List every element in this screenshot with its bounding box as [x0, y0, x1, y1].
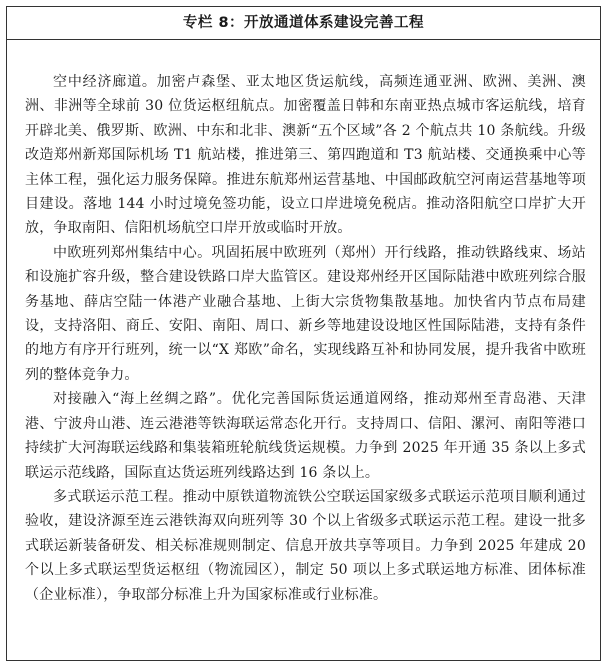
column-body [7, 40, 600, 607]
column-title: 专栏 8：开放通道体系建设完善工程 [7, 7, 600, 40]
paragraph-air-corridor: 空中经济廊道。加密卢森堡、亚太地区货运航线，高频连通亚洲、欧洲、美洲、澳洲、非洲等全球前 30 位货运枢纽航点。加密覆盖日韩和东南亚热点城市客运航线，培育开辟北美、俄罗斯、欧洲、中东和北非、澳新“五个区域”各 2 个航点共 10 条航线。升级改造郑州新郑国际机场 T1 航站楼，推进第三、第四跑道和 T3 航站楼、交通换乘中心等主体工程，强化运力服务保障。推进东航郑州运营基地、中国邮政航空河南运营基地等项目建设。落地 144 小时过境免签功能，设立口岸进境免税店。推动洛阳航空口岸扩大开放，争取南阳、信阳机场航空口岸开放或临时开放。 [25, 74, 586, 237]
paragraph-maritime-silk-road: 对接融入“海上丝绸之路”。优化完善国际货运通道网络，推动郑州至青岛港、天津港、宁波舟山港、连云港港等铁海联运常态化开行。支持周口、信阳、漯河、南阳等港口持续扩大河海联运线路和集装箱班轮航线货运规模。力争到 2025 年开通 35 条以上多式联运示范线路，国际直达货运班列线路达到 16 条以上。 [25, 391, 586, 481]
column-box [6, 6, 601, 661]
paragraph-china-europe-railway: 中欧班列郑州集结中心。巩固拓展中欧班列（郑州）开行线路，推动铁路线束、场站和设施扩容升级，整合建设铁路口岸大监管区。建设郑州经开区国际陆港中欧班列综合服务基地、薛店空陆一体港产业融合基地、上街大宗货物集散基地。加快省内节点布局建设，支持洛阳、商丘、安阳、南阳、周口、新乡等地建设设地区性国际陆港，支持有条件的地方有序开行班列，统一以“X 郑欧”命名，实现线路互补和协同发展，提升我省中欧班列的整体竞争力。 [25, 244, 586, 383]
paragraph-multimodal-transport: 多式联运示范工程。推动中原铁道物流铁公空联运国家级多式联运示范项目顺利通过验收，建设济源至连云港铁海双向班列等 30 个以上省级多式联运示范工程。建设一批多式联运新装备研发、相关标准规则制定、信息开放共享等项目。力争到 2025 年建成 20 个以上多式联运型货运枢纽（物流园区），制定 50 项以上多式联运地方标准、团体标准（企业标准），争取部分标准上升为国家标准或行业标准。 [25, 488, 586, 603]
